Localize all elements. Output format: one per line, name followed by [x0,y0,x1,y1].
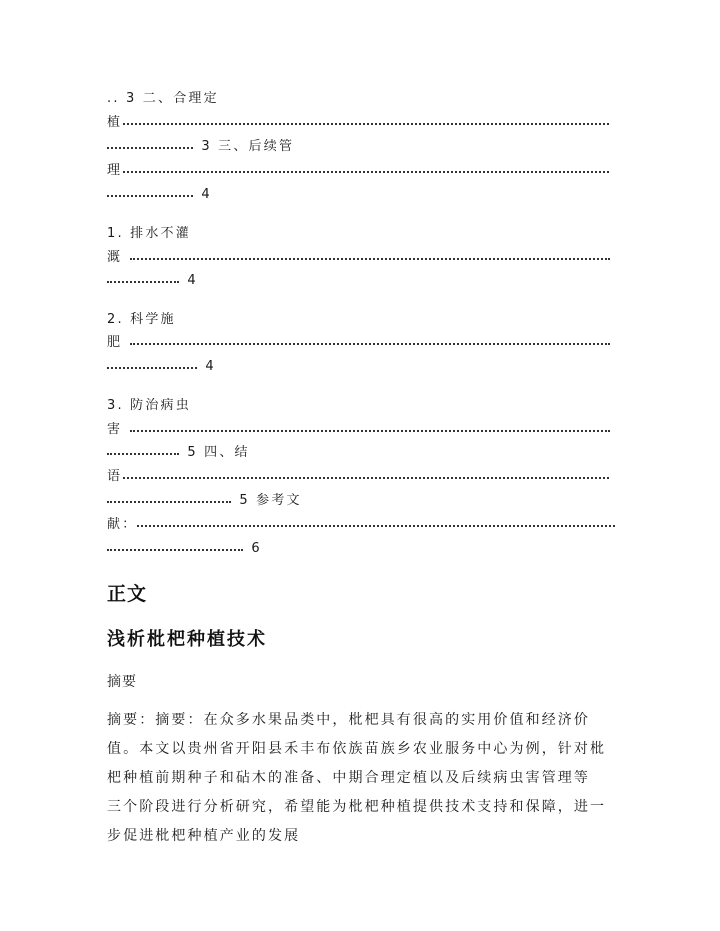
toc-line[interactable] [107,139,617,155]
toc-line[interactable] [107,422,617,438]
toc-text: 2. 科学施 [107,312,176,327]
toc-line[interactable] [107,359,617,375]
dot-leader [107,144,193,149]
toc-line[interactable] [107,469,617,485]
toc-page-number: 4 [205,359,216,374]
toc-page-number: 4 [187,273,198,288]
dot-leader [123,474,609,479]
dot-leader [107,192,193,197]
toc-text: 5 四、结 [187,445,250,460]
abstract-line: 三个阶段进行分析研究，希望能为枇杷种植提供技术支持和保障，进一 [107,799,607,815]
toc-line[interactable] [107,91,617,107]
abstract-label: 摘要 [107,674,137,690]
dot-leader [130,427,610,432]
toc-line[interactable] [107,312,617,328]
abstract-line: 步促进枇杷种植产业的发展 [107,828,301,844]
toc-text: 献： [107,517,138,532]
toc-line[interactable] [107,115,617,131]
toc-text: 5 参考文 [239,493,302,508]
abstract-line: 摘要：摘要：在众多水果品类中，枇杷具有很高的实用价值和经济价 [107,712,590,728]
section-heading: 正文 [107,583,148,605]
dot-leader [137,522,615,527]
toc-text: 理 [107,163,123,178]
dot-leader [107,278,179,283]
article-title: 浅析枇杷种植技术 [107,629,267,650]
toc-line[interactable] [107,517,617,533]
toc-line[interactable] [107,541,617,557]
toc-line[interactable] [107,163,617,179]
dot-leader [107,546,243,551]
dot-leader [107,450,179,455]
toc-text: 植 [107,115,123,130]
abstract-line: 杷种植前期种子和砧木的准备、中期合理定植以及后续病虫害管理等 [107,770,590,786]
toc-line[interactable] [107,226,617,242]
toc-text: 3. 防治病虫 [107,398,191,413]
dot-leader [123,120,609,125]
toc-text: 溉 [107,250,123,265]
dot-leader [123,168,609,173]
toc-page-number: 4 [201,187,212,202]
toc-text: 害 [107,422,123,437]
toc-text: 1. 排水不灌 [107,226,191,241]
toc-text: 3 三、后续管 [201,139,295,154]
toc-line[interactable] [107,398,617,414]
toc-line[interactable] [107,335,617,351]
dot-leader [130,255,610,260]
toc-page-number: 6 [251,541,262,556]
toc-text: 肥 [107,335,123,350]
toc-line[interactable] [107,493,617,509]
toc-text: .. 3 二、合理定 [107,91,219,106]
dot-leader [130,340,610,345]
toc-line[interactable] [107,250,617,266]
toc-text: 语 [107,469,123,484]
toc-line[interactable] [107,187,617,203]
toc-line[interactable] [107,445,617,461]
dot-leader [107,364,197,369]
toc-line[interactable] [107,273,617,289]
dot-leader [107,498,231,503]
abstract-line: 值。本文以贵州省开阳县禾丰布依族苗族乡农业服务中心为例，针对枇 [107,741,607,757]
